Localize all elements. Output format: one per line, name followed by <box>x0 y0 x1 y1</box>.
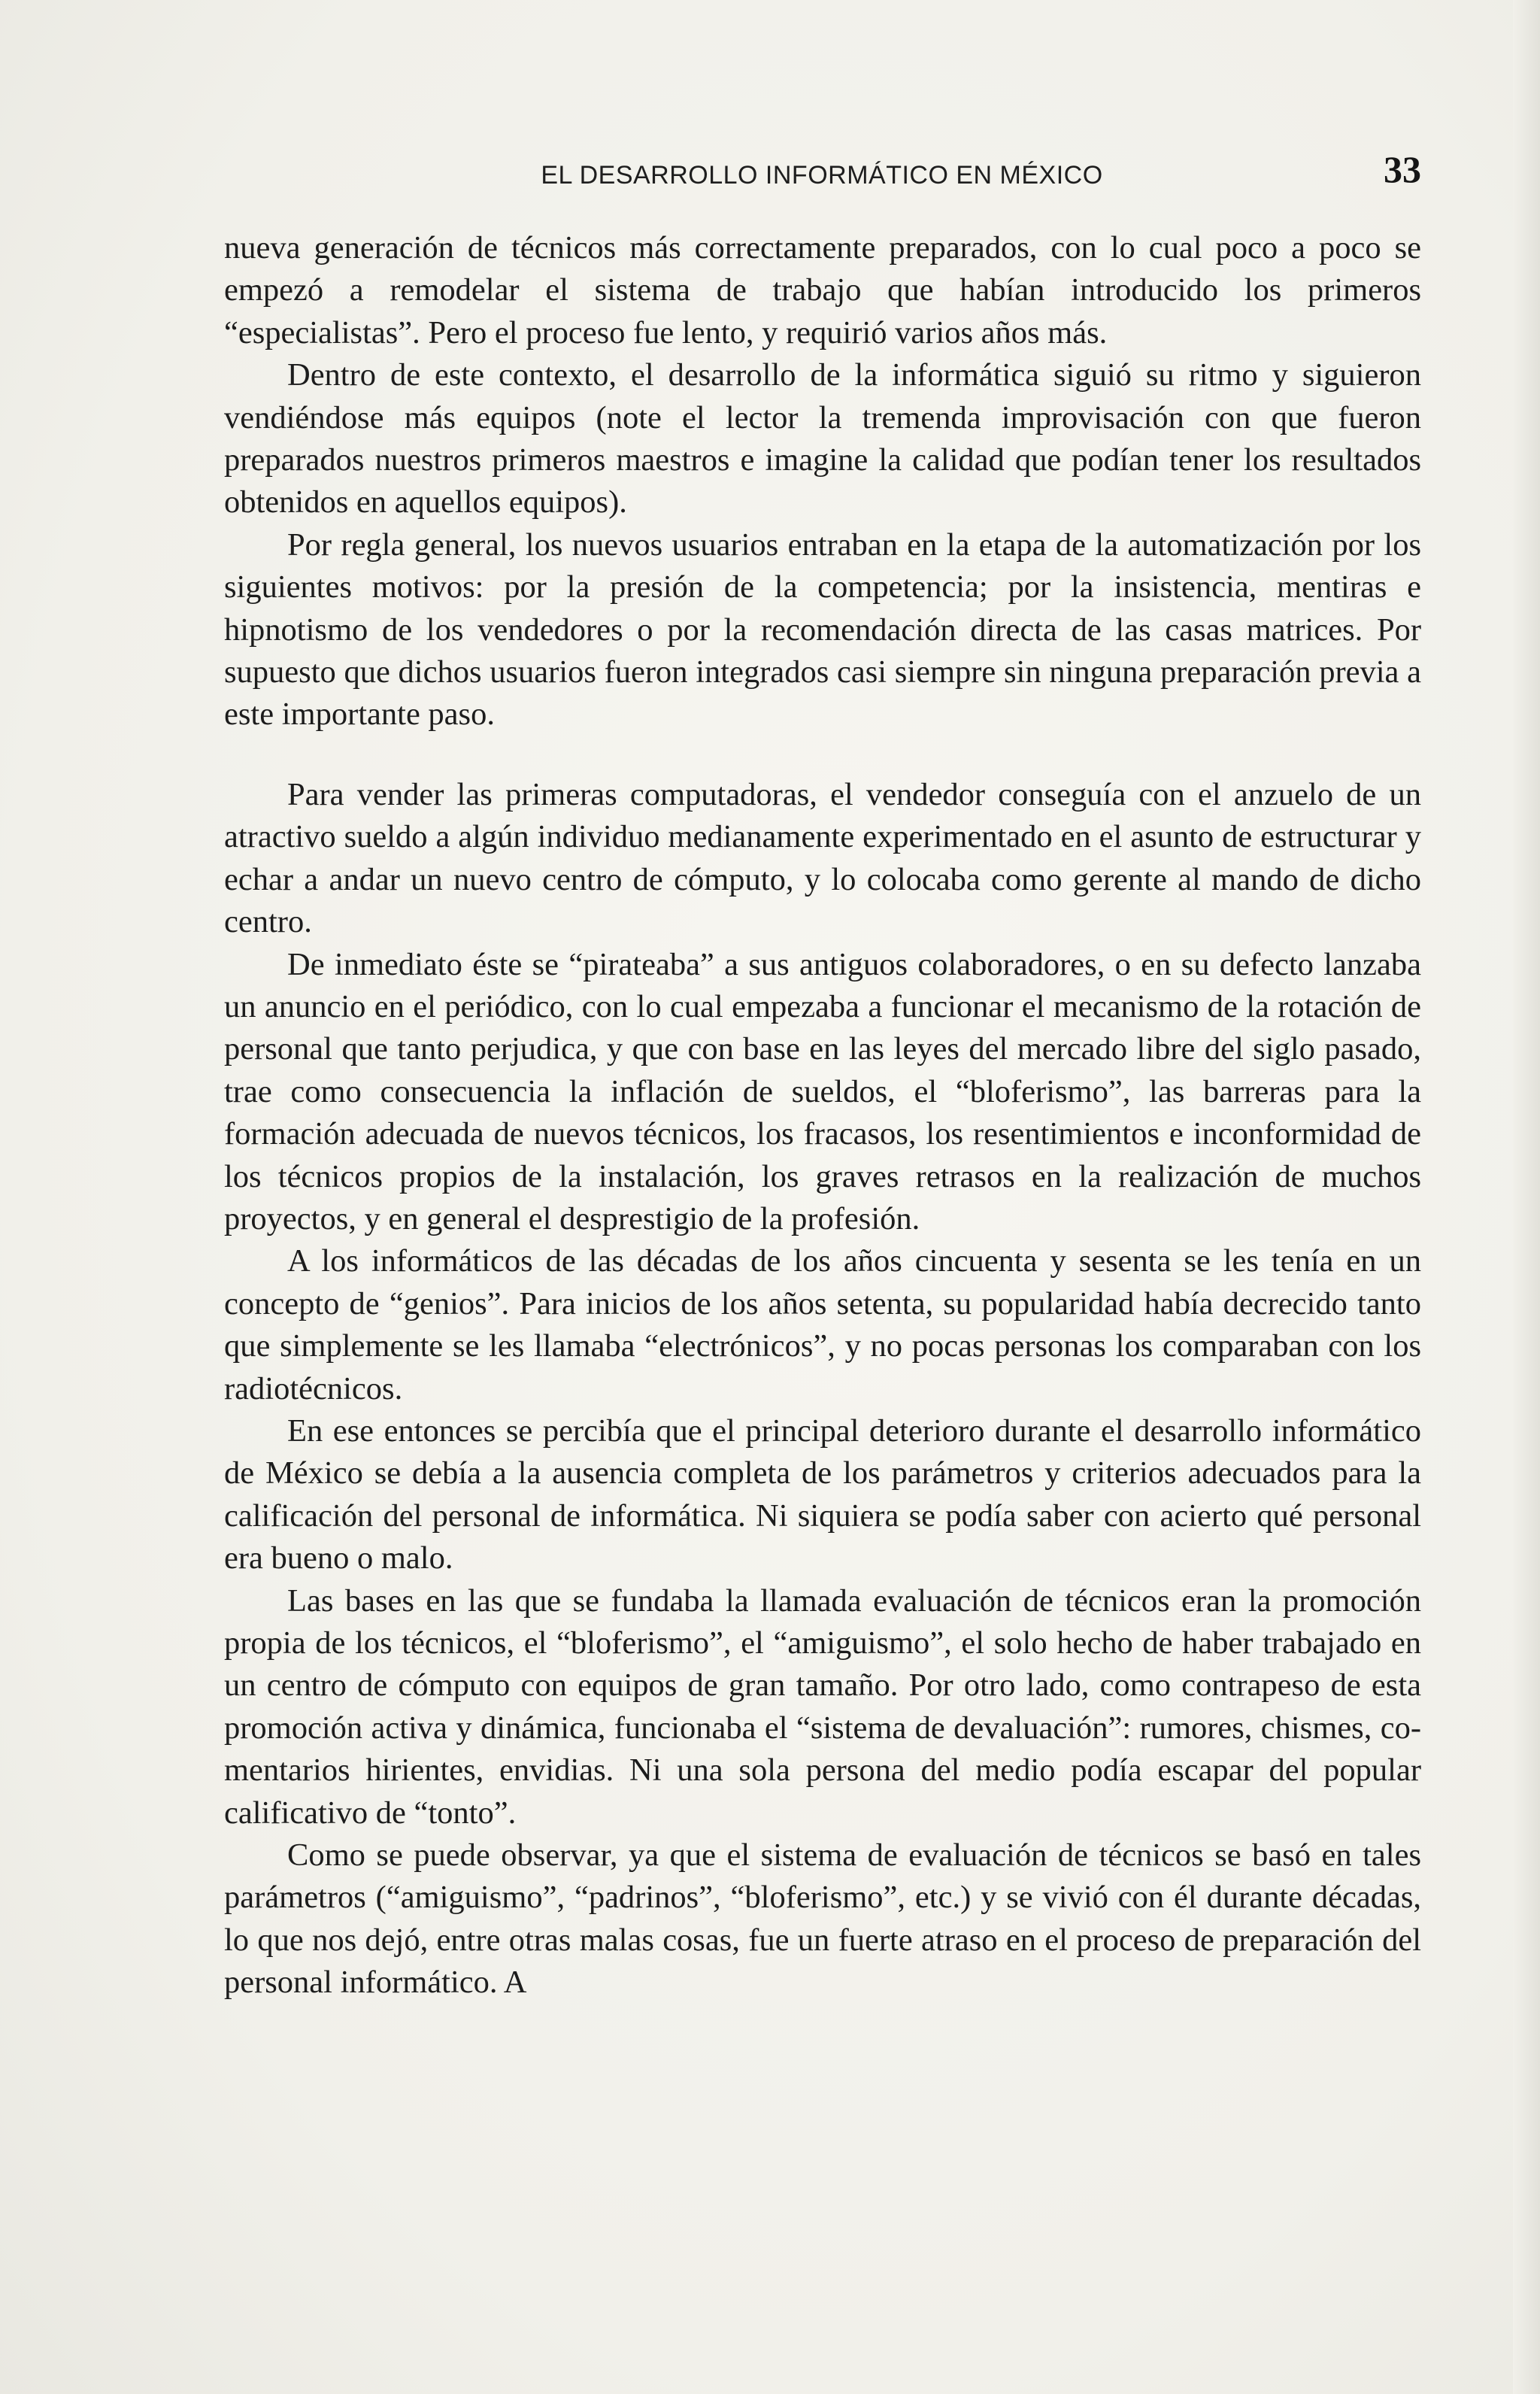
paragraph: Para vender las primeras computadoras, el vendedor conseguía con el anzuelo de un atractivo sueldo a algún individuo medianamente experimentado en el asunto de estructurar y echar a andar un nuevo centro de cómputo, y lo colocaba como gerente al mando de dicho centro. <box>224 776 1421 940</box>
paragraph-continued: nueva generación de técnicos más correctamente preparados, con lo cual poco a poco se empezó a remodelar el sistema de trabajo que habían introducido los primeros “especialistas”. Pero el proceso fue lento, y requirió varios años más. <box>224 230 1421 350</box>
running-head <box>224 147 1421 208</box>
page-edge-shadow <box>1513 0 1540 2394</box>
paragraph: De inmediato éste se “pirateaba” a sus antiguos colaboradores, o en su defecto lanzaba un anuncio en el periódico, con lo cual empezaba a funcionar el mecanismo de la rotación de personal que tanto perjudica, y que con base en las leyes del mercado libre del siglo pasado, trae como consecuencia la inflación de sueldos, el “bloferismo”, las barreras para la formación adecuada de nuevos técnicos, los fracasos, los resentimientos e inconformidad de los técnicos propios de la instalación, los graves retrasos en la realización de muchos proyectos, y en general el desprestigio de la profesión. <box>224 946 1421 1236</box>
paragraph: Dentro de este contexto, el desarrollo de la informática siguió su ritmo y siguieron vendiéndose más equipos (note el lector la tremenda improvisación con que fueron preparados nuestros primeros maestros e imagine la calidad que podían tener los resultados obtenidos en aquellos equipos). <box>224 357 1421 520</box>
running-title: EL DESARROLLO INFORMÁTICO EN MÉXICO <box>541 161 1103 190</box>
page-number: 33 <box>1384 148 1421 190</box>
body-text <box>224 227 1421 2004</box>
paragraph: En ese entonces se percibía que el principal deterioro durante el desarrollo informático de México se debía a la ausencia completa de los parámetros y criterios adecuados para la calificación del personal de informática. Ni siquiera se podía saber con acierto qué personal era bueno o malo. <box>224 1412 1421 1576</box>
paragraph: Como se puede observar, ya que el sistema de evaluación de técnicos se basó en tales parámetros (“amiguismo”, “padrinos”, “bloferismo”, etc.) y se vivió con él durante décadas, lo que nos dejó, entre otras malas cosas, fue un fuerte atraso en el proceso de preparación del personal informático. A <box>224 1837 1421 2001</box>
paragraph: Por regla general, los nuevos usuarios entraban en la etapa de la automatización por los siguientes motivos: por la presión de la competencia; por la insistencia, mentiras e hipnotismo de los vendedores o por la recomendación directa de las casas matrices. Por supuesto que dichos usuarios fueron integrados casi siempre sin ninguna preparación previa a este importante paso. <box>224 526 1421 733</box>
paragraph: Las bases en las que se fundaba la llamada evaluación de técnicos eran la promoción propia de los técnicos, el “bloferismo”, el “amiguismo”, el solo hecho de haber trabajado en un centro de cómputo con equipos de gran tamaño. Por otro lado, como contrapeso de esta promoción activa y dinámica, funcionaba el “sistema de devaluación”: rumores, chismes, comentarios hirientes, envidias. Ni una sola persona del medio podía escapar del popular calificativo de “tonto”. <box>224 1582 1421 1831</box>
paragraph: A los informáticos de las décadas de los años cincuenta y sesenta se les tenía en un concepto de “genios”. Para inicios de los años setenta, su popularidad había decrecido tanto que simplemente se les llamaba “electrónicos”, y no pocas personas los comparaban con los radiotécnicos. <box>224 1243 1421 1406</box>
